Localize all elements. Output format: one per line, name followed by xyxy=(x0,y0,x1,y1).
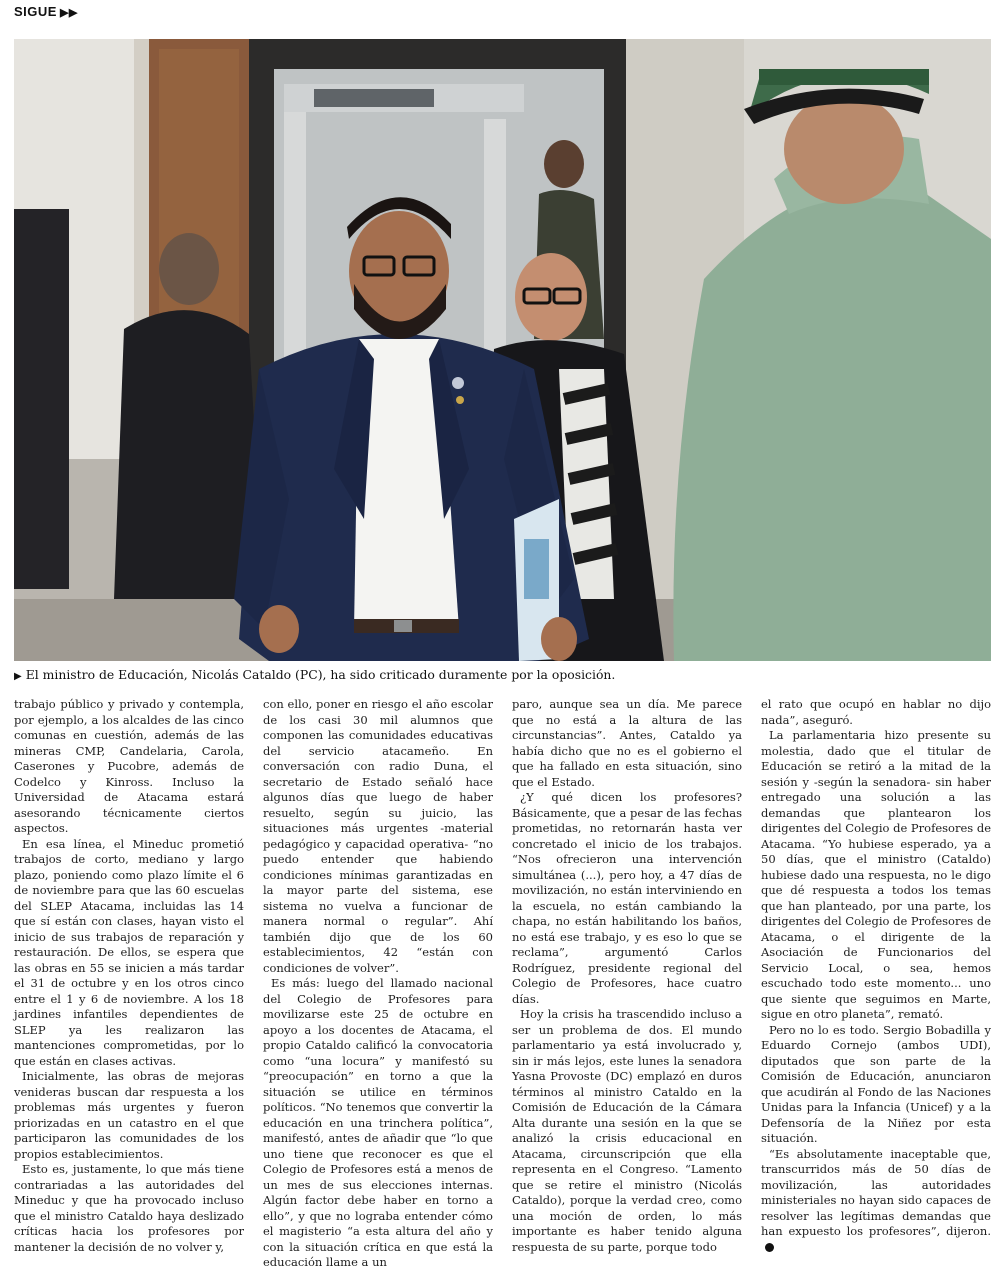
kicker-arrows-icon: ▶▶ xyxy=(59,7,78,19)
photo-caption xyxy=(14,667,991,682)
section-kicker xyxy=(14,4,78,19)
paragraph: ¿Y qué dicen los profesores? Básicamente, que a pesar de las fechas prometidas, no retornarán hasta ver concretado el inicio de los trabajos. “Nos ofrecieron una intervención simultánea (...), pero hoy, a 47 días de movilización, no están interviniendo en la escuela, no están cambiando la chapa, no están habilitando los baños, no está ese trabajo, y es eso lo que se reclama”, argumentó Carlos Rodríguez, presidente regional del Colegio de Profesores, hace cuatro días. xyxy=(512,790,742,1006)
kicker-label: SIGUE xyxy=(14,4,57,19)
article-body xyxy=(14,697,991,1271)
paragraph: con ello, poner en riesgo el año escolar de los casi 30 mil alumnos que componen las comunidades educativas del servicio atacameño. En conversación con radio Duna, el secretario de Estado señaló hace algunos días que luego de haber resuelto, según su juicio, las situaciones más urgentes -material pedagógico y capacidad operativa- “no puedo entender que habiendo condiciones mínimas garantizadas en la mayor parte del sistema, ese sistema no vuelva a funcionar de manera normal o regular”. Ahí también dijo que de los 60 establecimientos, 42 “están con condiciones de volver”. xyxy=(263,697,493,975)
paragraph: Pero no lo es todo. Sergio Bobadilla y Eduardo Cornejo (ambos UDI), diputados que son parte de la Comisión de Educación, anunciaron que acudirán al Fondo de las Naciones Unidas para la Infancia (Unicef) y a la Defensoría de la Niñez por esta situación. xyxy=(761,1022,991,1145)
paragraph: Esto es, justamente, lo que más tiene contrariadas a las autoridades del Mineduc y que ha provocado incluso que el ministro Cataldo haya deslizado críticas hacia los profesores por mantener la decisión de no volver y, xyxy=(14,1162,244,1254)
article-column-1 xyxy=(14,697,244,1271)
paragraph: La parlamentaria hizo presente su molestia, dado que el titular de Educación se retiró a la mitad de la sesión y -según la senadora- sin haber entregado una solución a las demandas que plantearon los dirigentes del Colegio de Profesores de Atacama. “Yo hubiese esperado, ya a 50 días, que el ministro (Cataldo) hubiese dado una respuesta, no le digo que dé respuesta a todos los temas que han planteado, por una parte, los dirigentes del Colegio de Profesores de Atacama, o el dirigente de la Asociación de Funcionarios del Servicio Local, o sea, hemos escuchado todo este momento... uno que siente que seguimos en Marte, sigue en otro planeta”, remató. xyxy=(761,728,991,1021)
article-column-2 xyxy=(263,697,493,1271)
caption-marker-icon: ▶ xyxy=(14,671,22,682)
end-of-article-icon xyxy=(765,1243,774,1252)
paragraph: Es más: luego del llamado nacional del Colegio de Profesores para movilizarse este 25 de octubre en apoyo a los docentes de Atacama, el propio Cataldo calificó la convocatoria como “una locura” y manifestó su “preocupación” en torno a que la situación se utilice en términos políticos. “No tenemos que convertir la educación en una trinchera política”, manifestó, antes de añadir que “lo que uno tiene que reconocer es que el Colegio de Profesores está a menos de un mes de sus elecciones internas. Algún factor debe haber en torno a ello”, y que no lograba entender cómo el magisterio “a esta altura del año y con la situación crítica en que está la educación llame a un xyxy=(263,976,493,1269)
paragraph: Hoy la crisis ha trascendido incluso a ser un problema de dos. El mundo parlamentario ya está involucrado y, sin ir más lejos, este lunes la senadora Yasna Provoste (DC) emplazó en duros términos al ministro Cataldo en la Comisión de Educación de la Cámara Alta durante una sesión en la que se analizó la crisis educacional en Atacama, circunscripción que ella representa en el Congreso. “Lamento que se retire el ministro (Nicolás Cataldo), porque la verdad creo, como una moción de orden, lo más importante es haber tenido alguna respuesta de su parte, porque todo xyxy=(512,1007,742,1254)
paragraph: trabajo público y privado y contempla, por ejemplo, a los alcaldes de las cinco comunas en cuestión, además de las mineras CMP, Candelaria, Carola, Caserones y Pucobre, además de Codelco y Kinross. Incluso la Universidad de Atacama estará asesorando técnicamente ciertos aspectos. xyxy=(14,697,244,835)
paragraph: paro, aunque sea un día. Me parece que no está a la altura de las circunstancias”. Antes, Cataldo ya había dicho que no es el gobierno el que ha fallado en esta situación, sino que el Estado. xyxy=(512,697,742,789)
article-column-3 xyxy=(512,697,742,1271)
paragraph: Inicialmente, las obras de mejoras venideras buscan dar respuesta a los problemas más urgentes y fueron priorizadas en un catastro en el que participaron las comunidades de los propios establecimientos. xyxy=(14,1069,244,1161)
caption-text: El ministro de Educación, Nicolás Cataldo (PC), ha sido criticado duramente por la oposición. xyxy=(25,667,616,682)
paragraph: En esa línea, el Mineduc prometió trabajos de corto, mediano y largo plazo, poniendo como plazo límite el 6 de noviembre para que las 60 escuelas del SLEP Atacama, incluidas las 14 que sí están con clases, hayan visto el inicio de sus trabajos de reparación y restauración. De ellos, se espera que las obras en 55 se inicien a más tardar el 31 de octubre y en los otros cinco entre el 1 y 6 de noviembre. A los 18 jardines infantiles dependientes de SLEP ya les realizaron las mantenciones comprometidas, por lo que están en clases activas. xyxy=(14,836,244,1068)
paragraph-text: “Es absolutamente inaceptable que, transcurridos más de 50 días de movilización, las autoridades ministeriales no hayan sido capaces de resolver las legítimas demandas que han expuesto los profesores”, dijeron. xyxy=(761,1146,991,1238)
news-photo xyxy=(14,39,991,661)
paragraph-last xyxy=(761,1147,991,1256)
article-column-4 xyxy=(761,697,991,1271)
paragraph: el rato que ocupó en hablar no dijo nada”, aseguró. xyxy=(761,697,991,727)
